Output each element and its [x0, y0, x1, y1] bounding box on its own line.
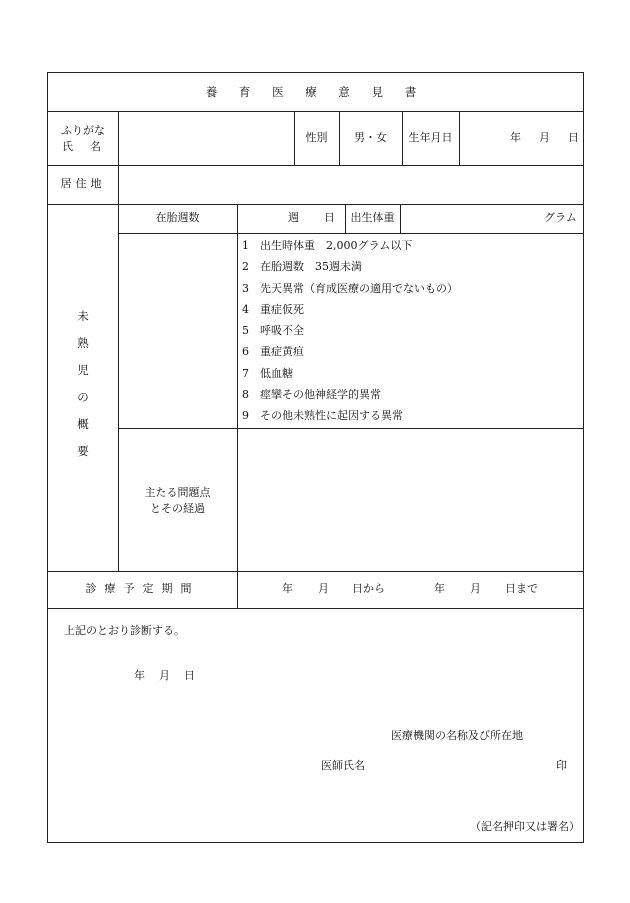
birth-weight-unit: グラム — [544, 211, 577, 224]
gender-label: 性別 — [305, 131, 328, 144]
institution-label: 医療機関の名称及び所在地 — [391, 729, 523, 742]
problems-label-line: 主たる問題点 — [144, 486, 211, 499]
seal-mark: 印 — [556, 759, 567, 772]
premature-summary-label — [73, 309, 93, 471]
doctor-name-label: 医師氏名 — [321, 759, 365, 772]
summary-char: 児 — [77, 363, 89, 377]
diagnosis-statement: 上記のとおり診断する。 — [64, 624, 185, 637]
cert-year-unit: 年 — [134, 669, 145, 682]
condition-item[interactable] — [242, 341, 458, 362]
summary-char: 熟 — [77, 336, 89, 350]
birth-weight-field[interactable] — [401, 205, 583, 233]
condition-number: 2 — [242, 260, 249, 274]
condition-item[interactable] — [242, 320, 458, 341]
condition-number: 9 — [242, 409, 249, 423]
condition-text: 在胎週数 35週未満 — [260, 260, 362, 274]
condition-text: 重症黄疸 — [260, 345, 304, 359]
summary-char: 未 — [77, 309, 89, 323]
condition-item[interactable] — [242, 278, 458, 299]
birth-year-unit: 年 — [510, 131, 521, 144]
condition-number: 6 — [242, 345, 249, 359]
birth-month-unit: 月 — [539, 131, 550, 144]
gestation-week-unit: 週 — [288, 211, 299, 224]
condition-item[interactable] — [242, 363, 458, 384]
signature-note: （記名押印又は署名） — [470, 820, 580, 833]
birth-day-unit: 日 — [568, 131, 579, 144]
gestation-day-unit: 日 — [324, 211, 335, 224]
problems-field[interactable] — [238, 429, 583, 571]
period-to-year-unit: 年 — [434, 582, 445, 595]
problems-label-line: とその経過 — [150, 502, 205, 515]
name-field[interactable] — [119, 112, 294, 165]
birth-weight-label: 出生体重 — [350, 211, 395, 224]
cert-day-unit: 日 — [184, 669, 195, 682]
condition-text: 呼吸不全 — [260, 324, 304, 338]
birthdate-label: 生年月日 — [408, 131, 453, 144]
problems-label — [118, 485, 237, 517]
row-divider — [48, 608, 583, 609]
condition-number: 3 — [242, 281, 249, 295]
name-label: 氏 名 — [62, 140, 104, 153]
condition-number: 7 — [242, 366, 249, 380]
condition-text: 出生時体重 2,000グラム以下 — [260, 239, 413, 252]
address-label: 居住地 — [60, 177, 106, 190]
opinion-form — [47, 72, 584, 843]
condition-item[interactable] — [242, 299, 458, 320]
condition-text: 痙攣その他神経学的異常 — [260, 388, 381, 402]
condition-item[interactable] — [242, 384, 458, 405]
condition-number: 4 — [242, 302, 249, 316]
condition-item[interactable] — [242, 235, 458, 256]
gestation-label: 在胎週数 — [155, 211, 200, 224]
furigana-label: ふりがな — [61, 124, 105, 137]
gestation-field[interactable] — [238, 205, 345, 233]
condition-number: 5 — [242, 324, 249, 338]
period-from-suffix: 日から — [352, 582, 385, 595]
birthdate-field[interactable] — [460, 112, 583, 165]
summary-char: 概 — [77, 417, 89, 431]
condition-item[interactable] — [242, 405, 458, 426]
period-from-year-unit: 年 — [282, 582, 293, 595]
condition-number: 8 — [242, 388, 249, 402]
condition-text: 低血糖 — [260, 366, 293, 380]
gender-value[interactable]: 男・女 — [354, 131, 387, 144]
condition-text: 重症仮死 — [260, 302, 304, 316]
address-field[interactable] — [119, 166, 583, 204]
period-to-month-unit: 月 — [470, 582, 481, 595]
condition-list — [242, 235, 458, 427]
condition-text: その他未熟性に起因する異常 — [260, 409, 403, 423]
period-to-suffix: 日まで — [505, 582, 538, 595]
condition-item[interactable] — [242, 256, 458, 277]
cert-month-unit: 月 — [159, 669, 170, 682]
condition-text: 先天異常（育成医療の適用でないもの） — [260, 281, 458, 295]
summary-char: 要 — [77, 444, 89, 458]
period-label: 診療予定期間 — [85, 582, 200, 595]
row-divider — [118, 233, 583, 234]
form-title: 養 育 医 療 意 見 書 — [205, 85, 426, 99]
period-field[interactable] — [238, 572, 583, 608]
doctor-name-field[interactable] — [378, 755, 548, 777]
summary-char: の — [77, 390, 89, 404]
condition-number: 1 — [242, 239, 249, 252]
period-from-month-unit: 月 — [318, 582, 329, 595]
